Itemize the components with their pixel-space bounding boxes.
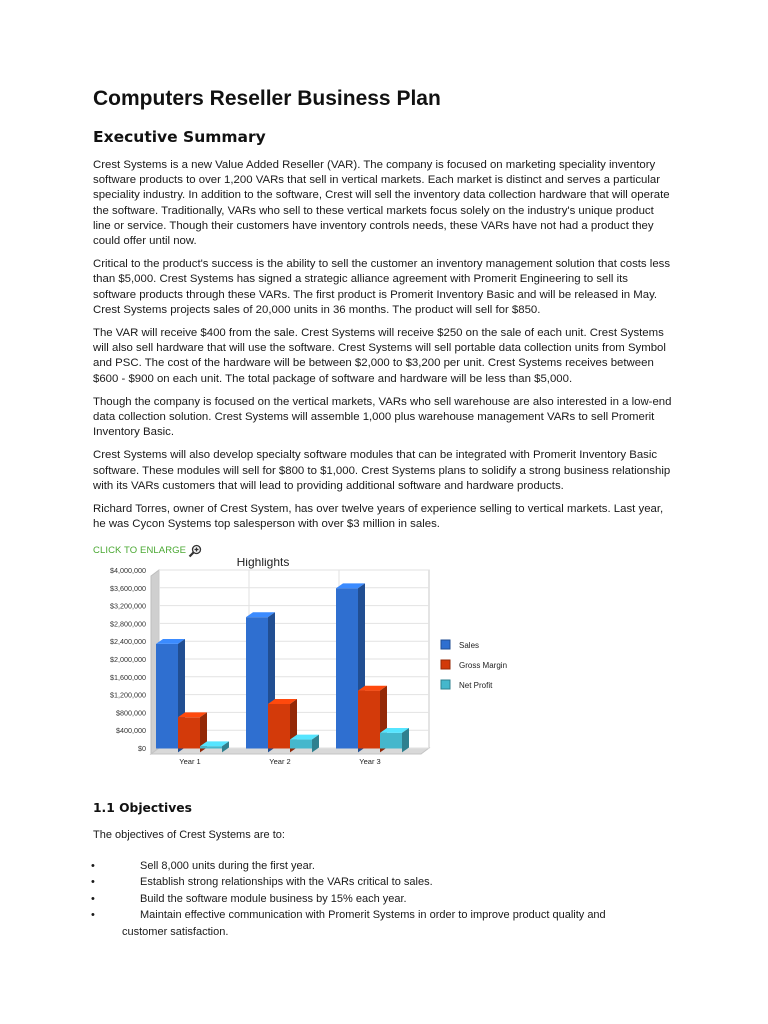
x-tick-label: Year 3 [359,757,381,767]
paragraph: Crest Systems will also develop specialty software modules that can be integrated with Promerit Inventory Basic software. These modules will sell for $800 to $1,000. Crest Systems plans to solidify a strong business relationship with its VARs customers that will lead to providing additional software and hardware products. [93,449,671,492]
list-item-text: Build the software module business by 15% each year. [140,892,407,905]
highlights-chart[interactable] [93,558,613,796]
bar-sales [156,644,178,749]
legend-swatch [441,680,450,689]
x-tick-label: Year 1 [179,757,201,767]
legend-label: Gross Margin [459,661,508,671]
paragraph: Though the company is focused on the vertical markets, VARs who sell warehouse are also interested in a low-end data collection solution. Crest Systems will assemble 1,000 plus warehouse management VARs to sell Promerit Inventory Basic. [93,395,672,439]
zoom-in-icon[interactable] [188,544,202,558]
bullet: • [91,859,95,872]
list-item-text: Sell 8,000 units during the first year. [140,859,315,872]
y-tick-label: $3,600,000 [110,584,146,594]
legend-swatch [441,660,450,669]
list-item-text: Establish strong relationships with the VARs critical to sales. [140,876,433,889]
objectives-intro: The objectives of Crest Systems are to: [93,829,285,842]
legend-label: Sales [459,641,480,651]
y-tick-label: $400,000 [116,726,146,736]
y-tick-label: $1,600,000 [110,673,146,683]
x-tick-label: Year 2 [269,757,291,767]
y-tick-label: $800,000 [116,708,146,718]
bar-net-profit [200,747,222,749]
click-to-enlarge-link[interactable] [93,544,202,558]
y-tick-label: $3,200,000 [110,602,146,612]
objectives-list [93,858,673,941]
paragraph: Critical to the product's success is the ability to sell the customer an inventory management solution that costs less than $5,000. Crest Systems has signed a strategic alliance agreement with Promerit Engineering to sell its software products through these VARs. The first product is Promerit Inventory Basic and will be released in May. Crest Systems projects sales of 20,000 units in 36 months. The product will sell for $850. [93,258,671,316]
bar-sales [336,589,358,749]
list-item [93,858,673,875]
y-tick-label: $2,800,000 [110,619,146,629]
document-content [93,86,673,940]
list-item-text-continuation: customer satisfaction. [122,925,229,938]
legend-swatch [441,640,450,649]
paragraph: Crest Systems is a new Value Added Reseller (VAR). The company is focused on marketing speciality inventory software products to over 1,200 VARs that sell in vertical markets. Each market is distinct and serves a particular speciality industry. In addition to the software, Crest will sell the inventory data collection hardware that will operate the software. Traditionally, VARs who sell to these vertical markets focus solely on the industry's unique product line or service. Though their customers have inventory controls needs, these VARs have not had a product they could offer until now. [93,159,670,248]
document-title: Computers Reseller Business Plan [93,87,441,110]
bar-gross-margin [268,704,290,749]
y-tick-label: $0 [138,744,146,754]
list-item [93,874,673,891]
y-tick-label: $2,000,000 [110,655,146,665]
list-item [93,907,673,940]
list-item [93,891,673,908]
enlarge-label[interactable]: CLICK TO ENLARGE [93,545,187,557]
chart-title: Highlights [236,558,290,570]
paragraph: Richard Torres, owner of Crest System, has over twelve years of experience selling to vertical markets. Last year, he was Cycon Systems top salesperson with over $3 million in sales. [93,503,664,531]
objectives-heading: 1.1 Objectives [93,801,192,816]
bullet: • [91,909,95,922]
bullet: • [91,876,95,889]
y-tick-label: $4,000,000 [110,566,146,576]
bullet: • [91,892,95,905]
chart-canvas [93,558,613,796]
bar-net-profit [380,733,402,749]
y-tick-label: $2,400,000 [110,637,146,647]
bar-gross-margin [178,718,200,749]
legend-label: Net Profit [459,681,493,691]
paragraph: The VAR will receive $400 from the sale. Crest Systems will receive $250 on the sale of each unit. Crest Systems will also sell hardware that will use the software. Crest Systems will sell portable data collection units from Symbol and PSC. The cost of the hardware will be between $2,000 to $3,200 per unit. Crest Systems receives between $600 - $900 on each unit. The total package of software and hardware will be less than $5,000. [93,327,666,385]
bar-net-profit [290,740,312,749]
section-heading: Executive Summary [93,128,266,146]
list-item-text: Maintain effective communication with Promerit Systems in order to improve product quality and [140,909,606,922]
bar-sales [246,618,268,749]
bar-gross-margin [358,691,380,749]
y-tick-label: $1,200,000 [110,691,146,701]
